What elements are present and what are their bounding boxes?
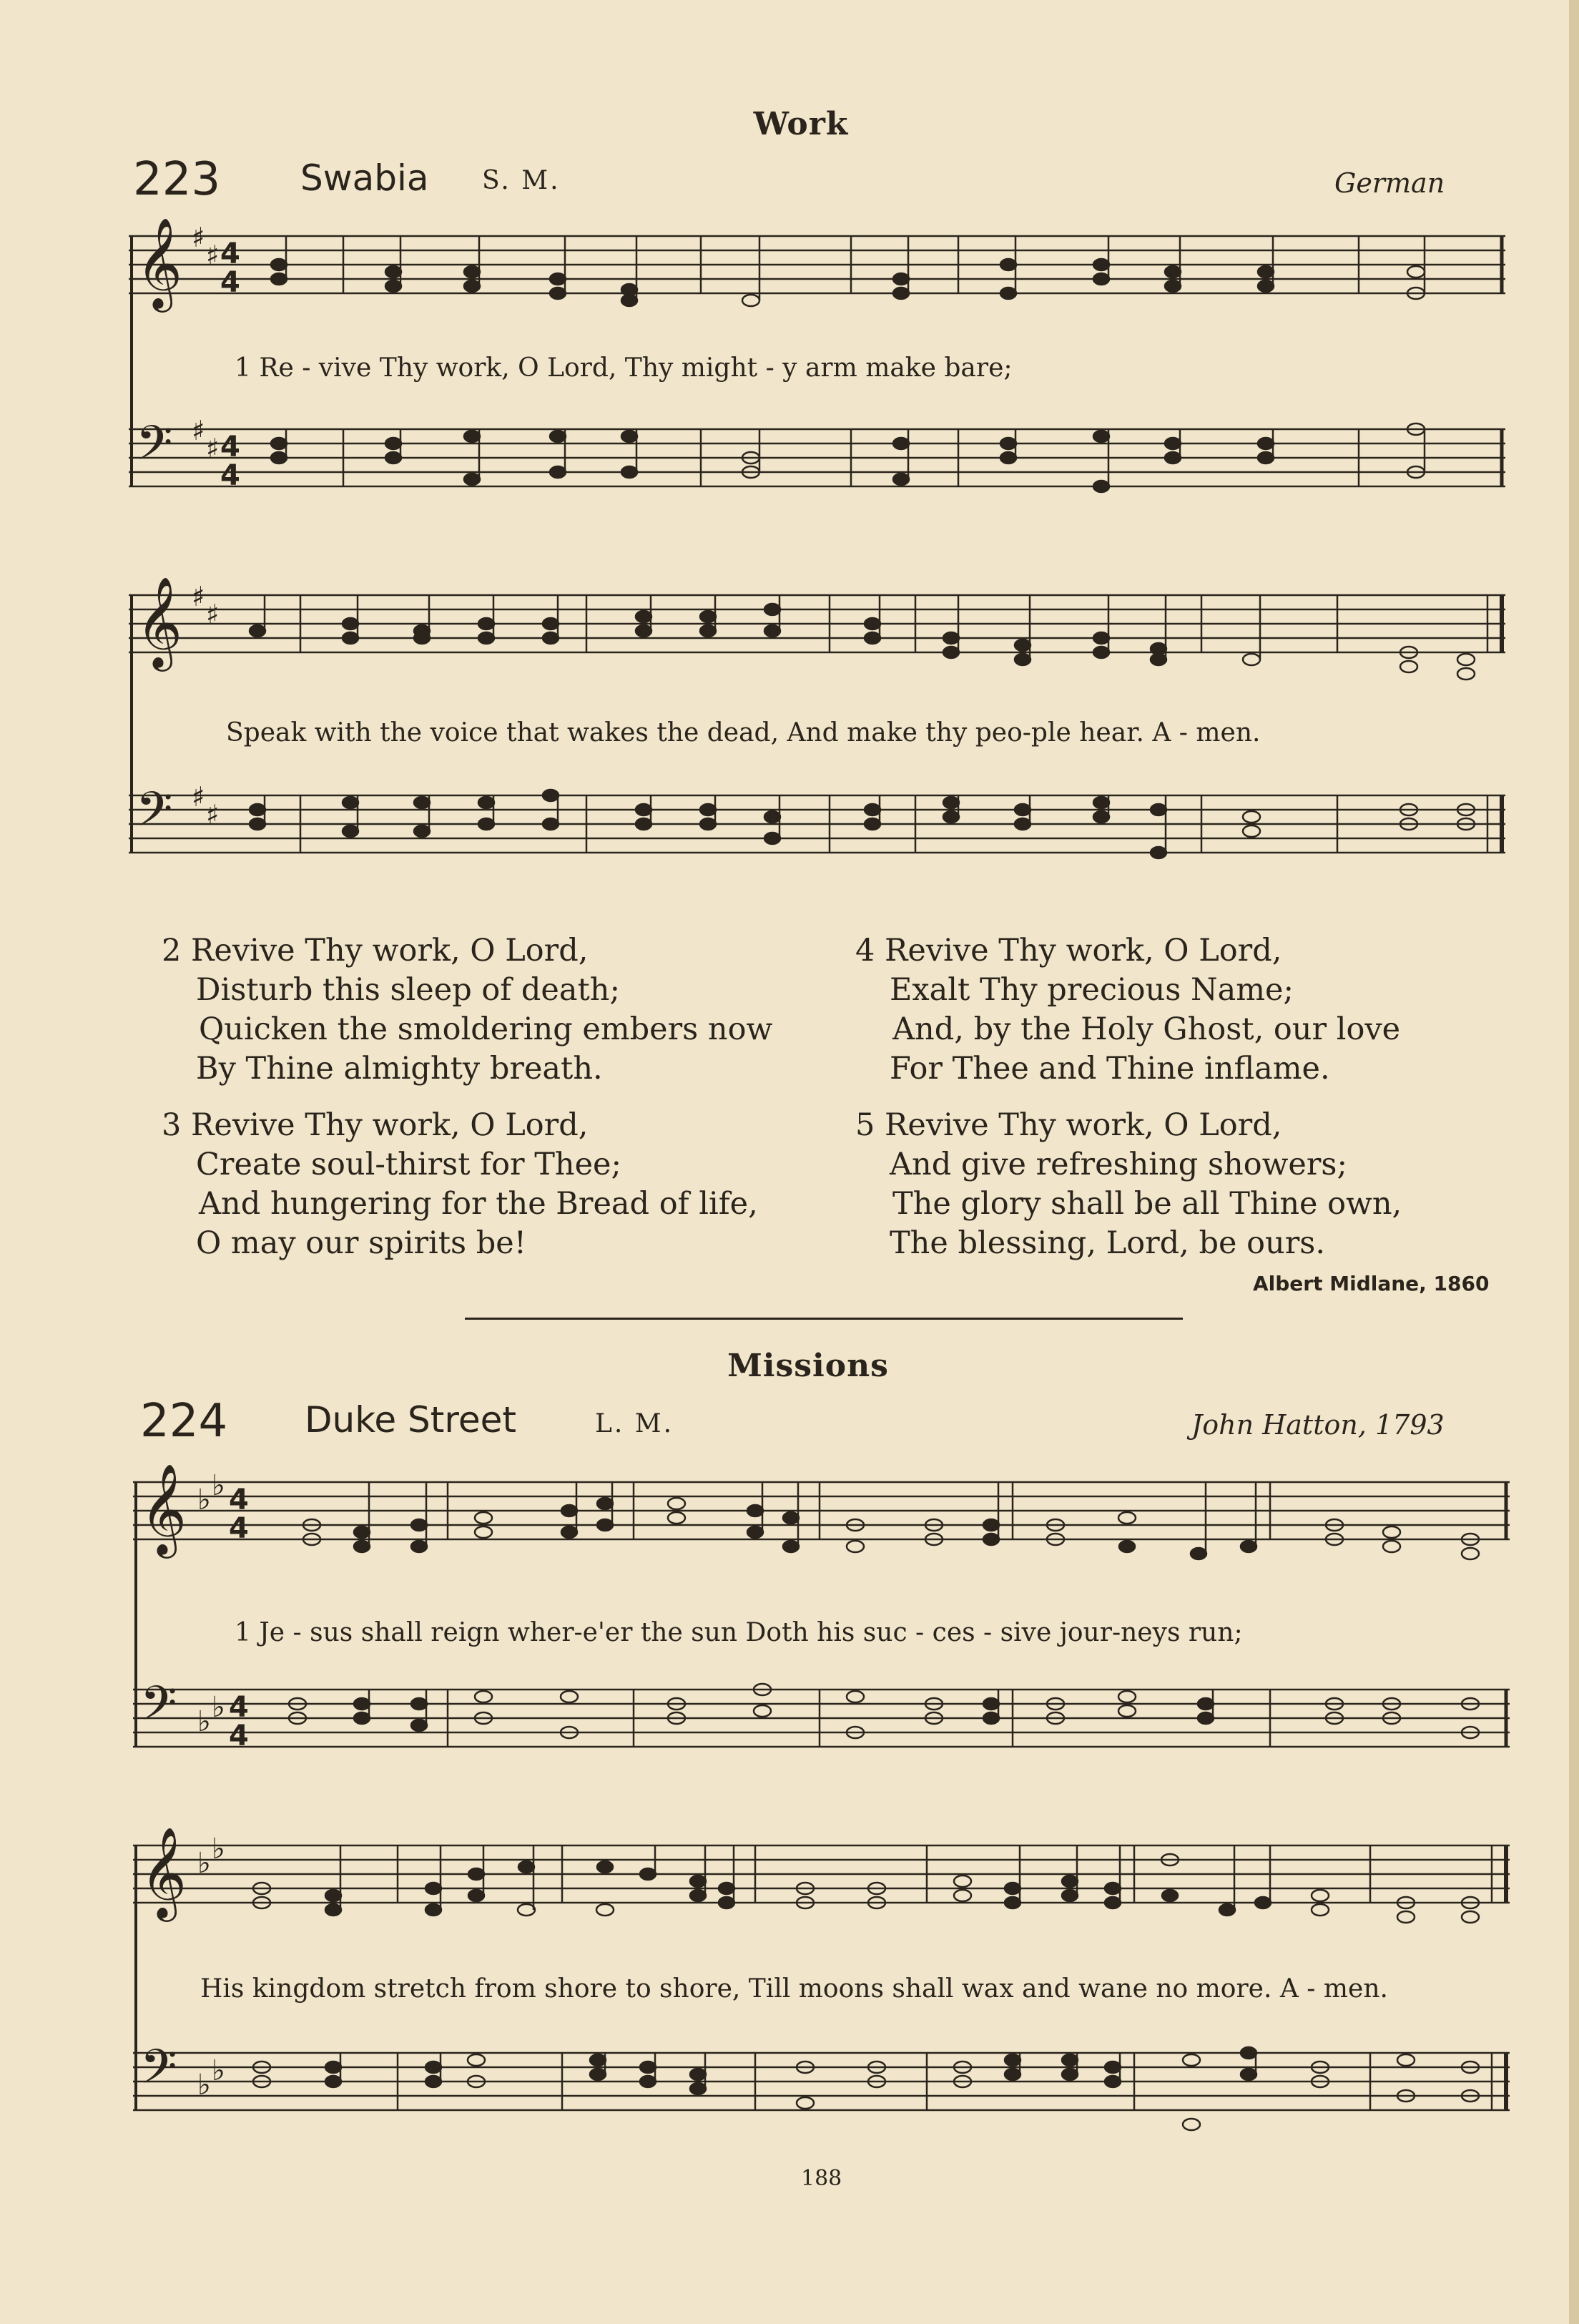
meter: S. M. <box>482 166 561 195</box>
time-signature-bottom: 4 <box>220 459 240 492</box>
svg-text:♯: ♯ <box>206 433 220 464</box>
svg-text:♯: ♯ <box>192 222 205 253</box>
verse-2 <box>162 931 772 1089</box>
lyrics-line: 1 Je - sus shall reign wher-e'er the sun Doth his suc - ces - sive jour-neys run; <box>235 1618 1243 1647</box>
verse-5 <box>855 1106 1402 1263</box>
time-signature-top: 4 <box>229 1691 249 1724</box>
svg-text:♯: ♯ <box>192 581 205 612</box>
bass-staff <box>129 429 1505 486</box>
key-signature-sharps <box>192 222 219 464</box>
verse-line: Disturb this sleep of death; <box>196 972 620 1008</box>
bass-notes <box>289 1684 1479 1738</box>
key-signature-flats <box>197 1833 225 2102</box>
verse-line: By Thine almighty breath. <box>196 1051 603 1087</box>
treble-staff <box>129 236 1505 293</box>
svg-text:♭: ♭ <box>197 1847 211 1880</box>
svg-text:♯: ♯ <box>206 240 220 271</box>
svg-text:♭: ♭ <box>212 1469 225 1502</box>
tune-name: Swabia <box>300 157 429 199</box>
svg-text:♭: ♭ <box>197 2069 211 2102</box>
bass-staff <box>129 795 1505 853</box>
music-system-2 <box>129 576 1509 917</box>
hymn-number: 223 <box>133 153 221 206</box>
section-heading-work: Work <box>753 106 849 142</box>
verse-line: 2 Revive Thy work, O Lord, <box>162 933 589 969</box>
svg-text:♯: ♯ <box>192 781 205 813</box>
svg-text:♯: ♯ <box>192 415 205 446</box>
lyrics-line: His kingdom stretch from shore to shore, Till moons shall wax and wane no more. A - men. <box>200 1974 1388 2004</box>
treble-clef-icon: 𝄞 <box>136 576 183 667</box>
meter: L. M. <box>595 1409 674 1438</box>
verse-line: O may our spirits be! <box>196 1225 527 1261</box>
verse-line: And, by the Holy Ghost, our love <box>892 1011 1401 1047</box>
verse-3 <box>162 1106 758 1263</box>
key-signature-flats <box>197 1469 225 1738</box>
treble-notes <box>253 1845 1479 1923</box>
section-heading-missions: Missions <box>727 1348 889 1384</box>
verse-line: Exalt Thy precious Name; <box>890 972 1294 1008</box>
lyrics-line: Speak with the voice that wakes the dead, And make thy peo-ple hear. A - men. <box>226 718 1261 747</box>
treble-notes <box>271 236 1425 306</box>
treble-staff <box>129 595 1505 652</box>
time-signature-top: 4 <box>220 431 240 464</box>
time-signature-bottom: 4 <box>229 1512 249 1545</box>
bass-clef-icon: 𝄢 <box>136 416 173 482</box>
time-signature-top: 4 <box>229 1484 249 1516</box>
svg-text:♭: ♭ <box>197 1705 211 1738</box>
svg-text:♭: ♭ <box>212 1833 225 1865</box>
verse-line: Quicken the smoldering embers now <box>199 1011 773 1047</box>
hymn-author: Albert Midlane, 1860 <box>1253 1272 1490 1295</box>
verse-line: Create soul-thirst for Thee; <box>196 1147 621 1182</box>
verse-line: 4 Revive Thy work, O Lord, <box>855 933 1282 969</box>
verse-4 <box>855 931 1400 1089</box>
svg-text:♭: ♭ <box>212 1691 225 1724</box>
verse-line: For Thee and Thine inflame. <box>890 1051 1330 1087</box>
verse-line: 3 Revive Thy work, O Lord, <box>162 1107 589 1143</box>
time-signature-bottom: 4 <box>220 266 240 299</box>
verse-line: The glory shall be all Thine own, <box>892 1186 1402 1222</box>
bass-clef-icon: 𝄢 <box>140 2039 177 2106</box>
bass-clef-icon: 𝄢 <box>140 1676 177 1742</box>
treble-clef-icon: 𝄞 <box>140 1826 187 1918</box>
bass-clef-icon: 𝄢 <box>136 782 173 848</box>
music-system-1 <box>129 217 1509 558</box>
treble-staff <box>133 1482 1510 1539</box>
bass-notes <box>253 2047 1479 2130</box>
verse-line: The blessing, Lord, be ours. <box>890 1225 1326 1261</box>
bass-staff <box>133 1690 1510 1747</box>
composer: German <box>1334 167 1445 199</box>
svg-text:♭: ♭ <box>212 2054 225 2087</box>
page-number: 188 <box>801 2166 842 2191</box>
lyrics-line: 1 Re - vive Thy work, O Lord, Thy might - y arm make bare; <box>235 353 1013 383</box>
treble-clef-icon: 𝄞 <box>136 217 183 308</box>
tune-name: Duke Street <box>305 1399 516 1441</box>
page-edge-shadow <box>1569 0 1579 2324</box>
svg-text:♯: ♯ <box>206 799 220 830</box>
svg-text:♭: ♭ <box>197 1484 211 1516</box>
treble-clef-icon: 𝄞 <box>140 1463 187 1554</box>
verse-line: And give refreshing showers; <box>890 1147 1347 1182</box>
hymn-divider <box>465 1318 1183 1320</box>
verse-line: 5 Revive Thy work, O Lord, <box>855 1107 1282 1143</box>
composer: John Hatton, 1793 <box>1191 1409 1445 1441</box>
time-signature-top: 4 <box>220 237 240 270</box>
hymn-number: 224 <box>140 1395 228 1448</box>
verse-line: And hungering for the Bread of life, <box>199 1186 758 1222</box>
key-signature-sharps <box>192 581 219 830</box>
treble-notes <box>303 1482 1479 1559</box>
svg-text:♯: ♯ <box>206 599 220 630</box>
time-signature-bottom: 4 <box>229 1720 249 1752</box>
